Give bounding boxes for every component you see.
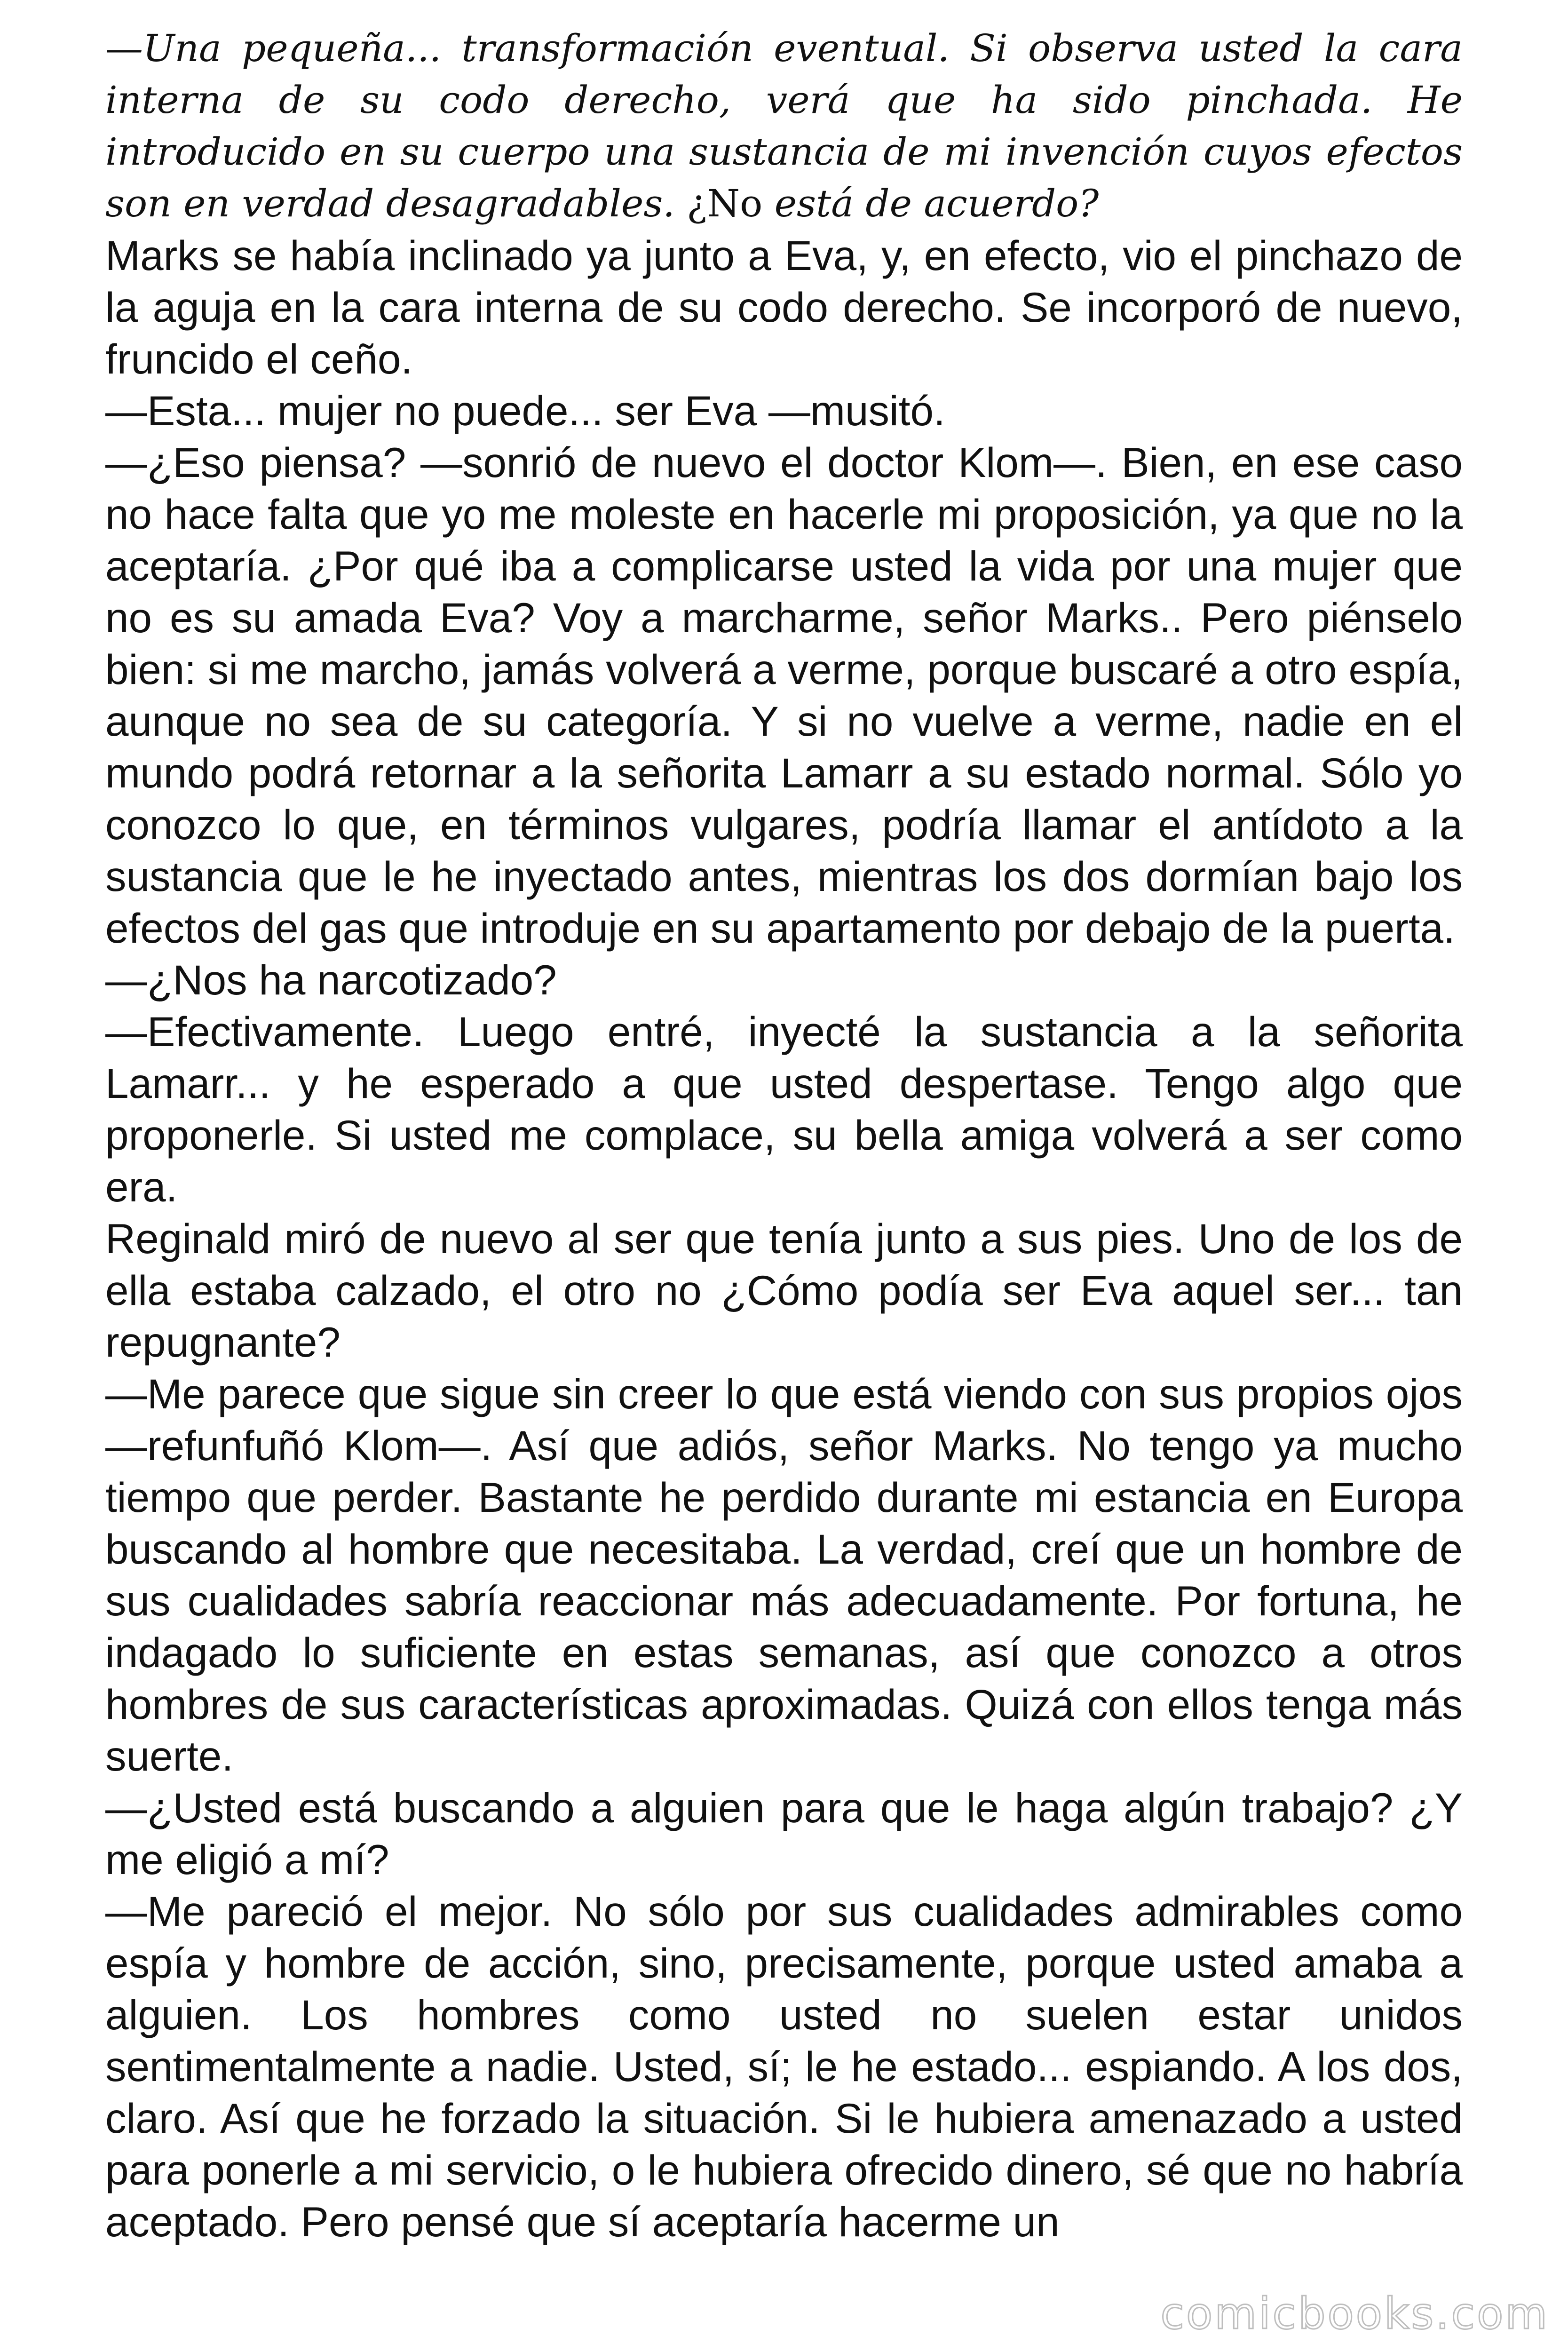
opening-upright-text: ¿No	[674, 182, 775, 225]
paragraph: Marks se había inclinado ya junto a Eva, y, en efecto, vio el pinchazo de la aguja en la cara interna de su codo derecho. Se incorporó de nuevo, fruncido el ceño.	[105, 232, 1463, 382]
watermark: comicbooks.com	[1160, 2288, 1549, 2339]
paragraph: —¿Eso piensa? —sonrió de nuevo el doctor Klom—. Bien, en ese caso no hace falta que yo me moleste en hacerle mi proposición, ya que no la aceptaría. ¿Por qué iba a complicarse usted la vida por una mujer que no es su amada Eva? Voy a marcharme, señor Marks.. Pero piénselo bien: si me marcho, jamás volverá a verme, porque buscaré a otro espía, aunque no sea de su categoría. Y si no vuelve a verme, nadie en el mundo podrá retornar a la señorita Lamarr a su estado normal. Sólo yo conozco lo que, en términos vulgares, podría llamar el antídoto a la sustancia que le he inyectado antes, mientras los dos dormían bajo los efectos del gas que introduje en su apartamento por debajo de la puerta.	[105, 439, 1463, 952]
opening-paragraph	[105, 23, 1463, 230]
paragraph: —Me pareció el mejor. No sólo por sus cualidades admirables como espía y hombre de acción, sino, precisamente, porque usted amaba a alguien. Los hombres como usted no suelen estar unidos sentimentalmente a nadie. Usted, sí; le he estado... espiando. A los dos, claro. Así que he forzado la situación. Si le hubiera amenazado a usted para ponerle a mi servicio, o le hubiera ofrecido dinero, sé que no habría aceptado. Pero pensé que sí aceptaría hacerme un	[105, 1888, 1463, 2245]
opening-italic-text: —Una pequeña... transformación eventual. Si observa usted la cara interna de su codo derecho, verá que ha sido pinchada. He introducido en su cuerpo una sustancia de mi invención cuyos efectos son en verdad desagradables.	[105, 26, 1463, 225]
paragraph: —Me parece que sigue sin creer lo que está viendo con sus propios ojos —refunfuñó Klom—. Así que adiós, señor Marks. No tengo ya mucho tiempo que perder. Bastante he perdido durante mi estancia en Europa buscando al hombre que necesitaba. La verdad, creí que un hombre de sus cualidades sabría reaccionar más adecuadamente. Por fortuna, he indagado lo suficiente en estas semanas, así que conozco a otros hombres de sus características aproximadas. Quizá con ellos tenga más suerte.	[105, 1370, 1463, 1780]
paragraph: —Efectivamente. Luego entré, inyecté la sustancia a la señorita Lamarr... y he esperado a que usted despertase. Tengo algo que proponerle. Si usted me complace, su bella amiga volverá a ser como era.	[105, 1008, 1463, 1210]
opening-italic-tail: está de acuerdo?	[774, 182, 1099, 225]
paragraph: —¿Nos ha narcotizado?	[105, 956, 557, 1003]
paragraph: —¿Usted está buscando a alguien para que le haga algún trabajo? ¿Y me eligió a mí?	[105, 1784, 1463, 1883]
paragraph: —Esta... mujer no puede... ser Eva —musitó.	[105, 387, 945, 434]
paragraph: Reginald miró de nuevo al ser que tenía junto a sus pies. Uno de los de ella estaba calzado, el otro no ¿Cómo podía ser Eva aquel ser... tan repugnante?	[105, 1215, 1463, 1366]
book-page	[105, 23, 1463, 2248]
